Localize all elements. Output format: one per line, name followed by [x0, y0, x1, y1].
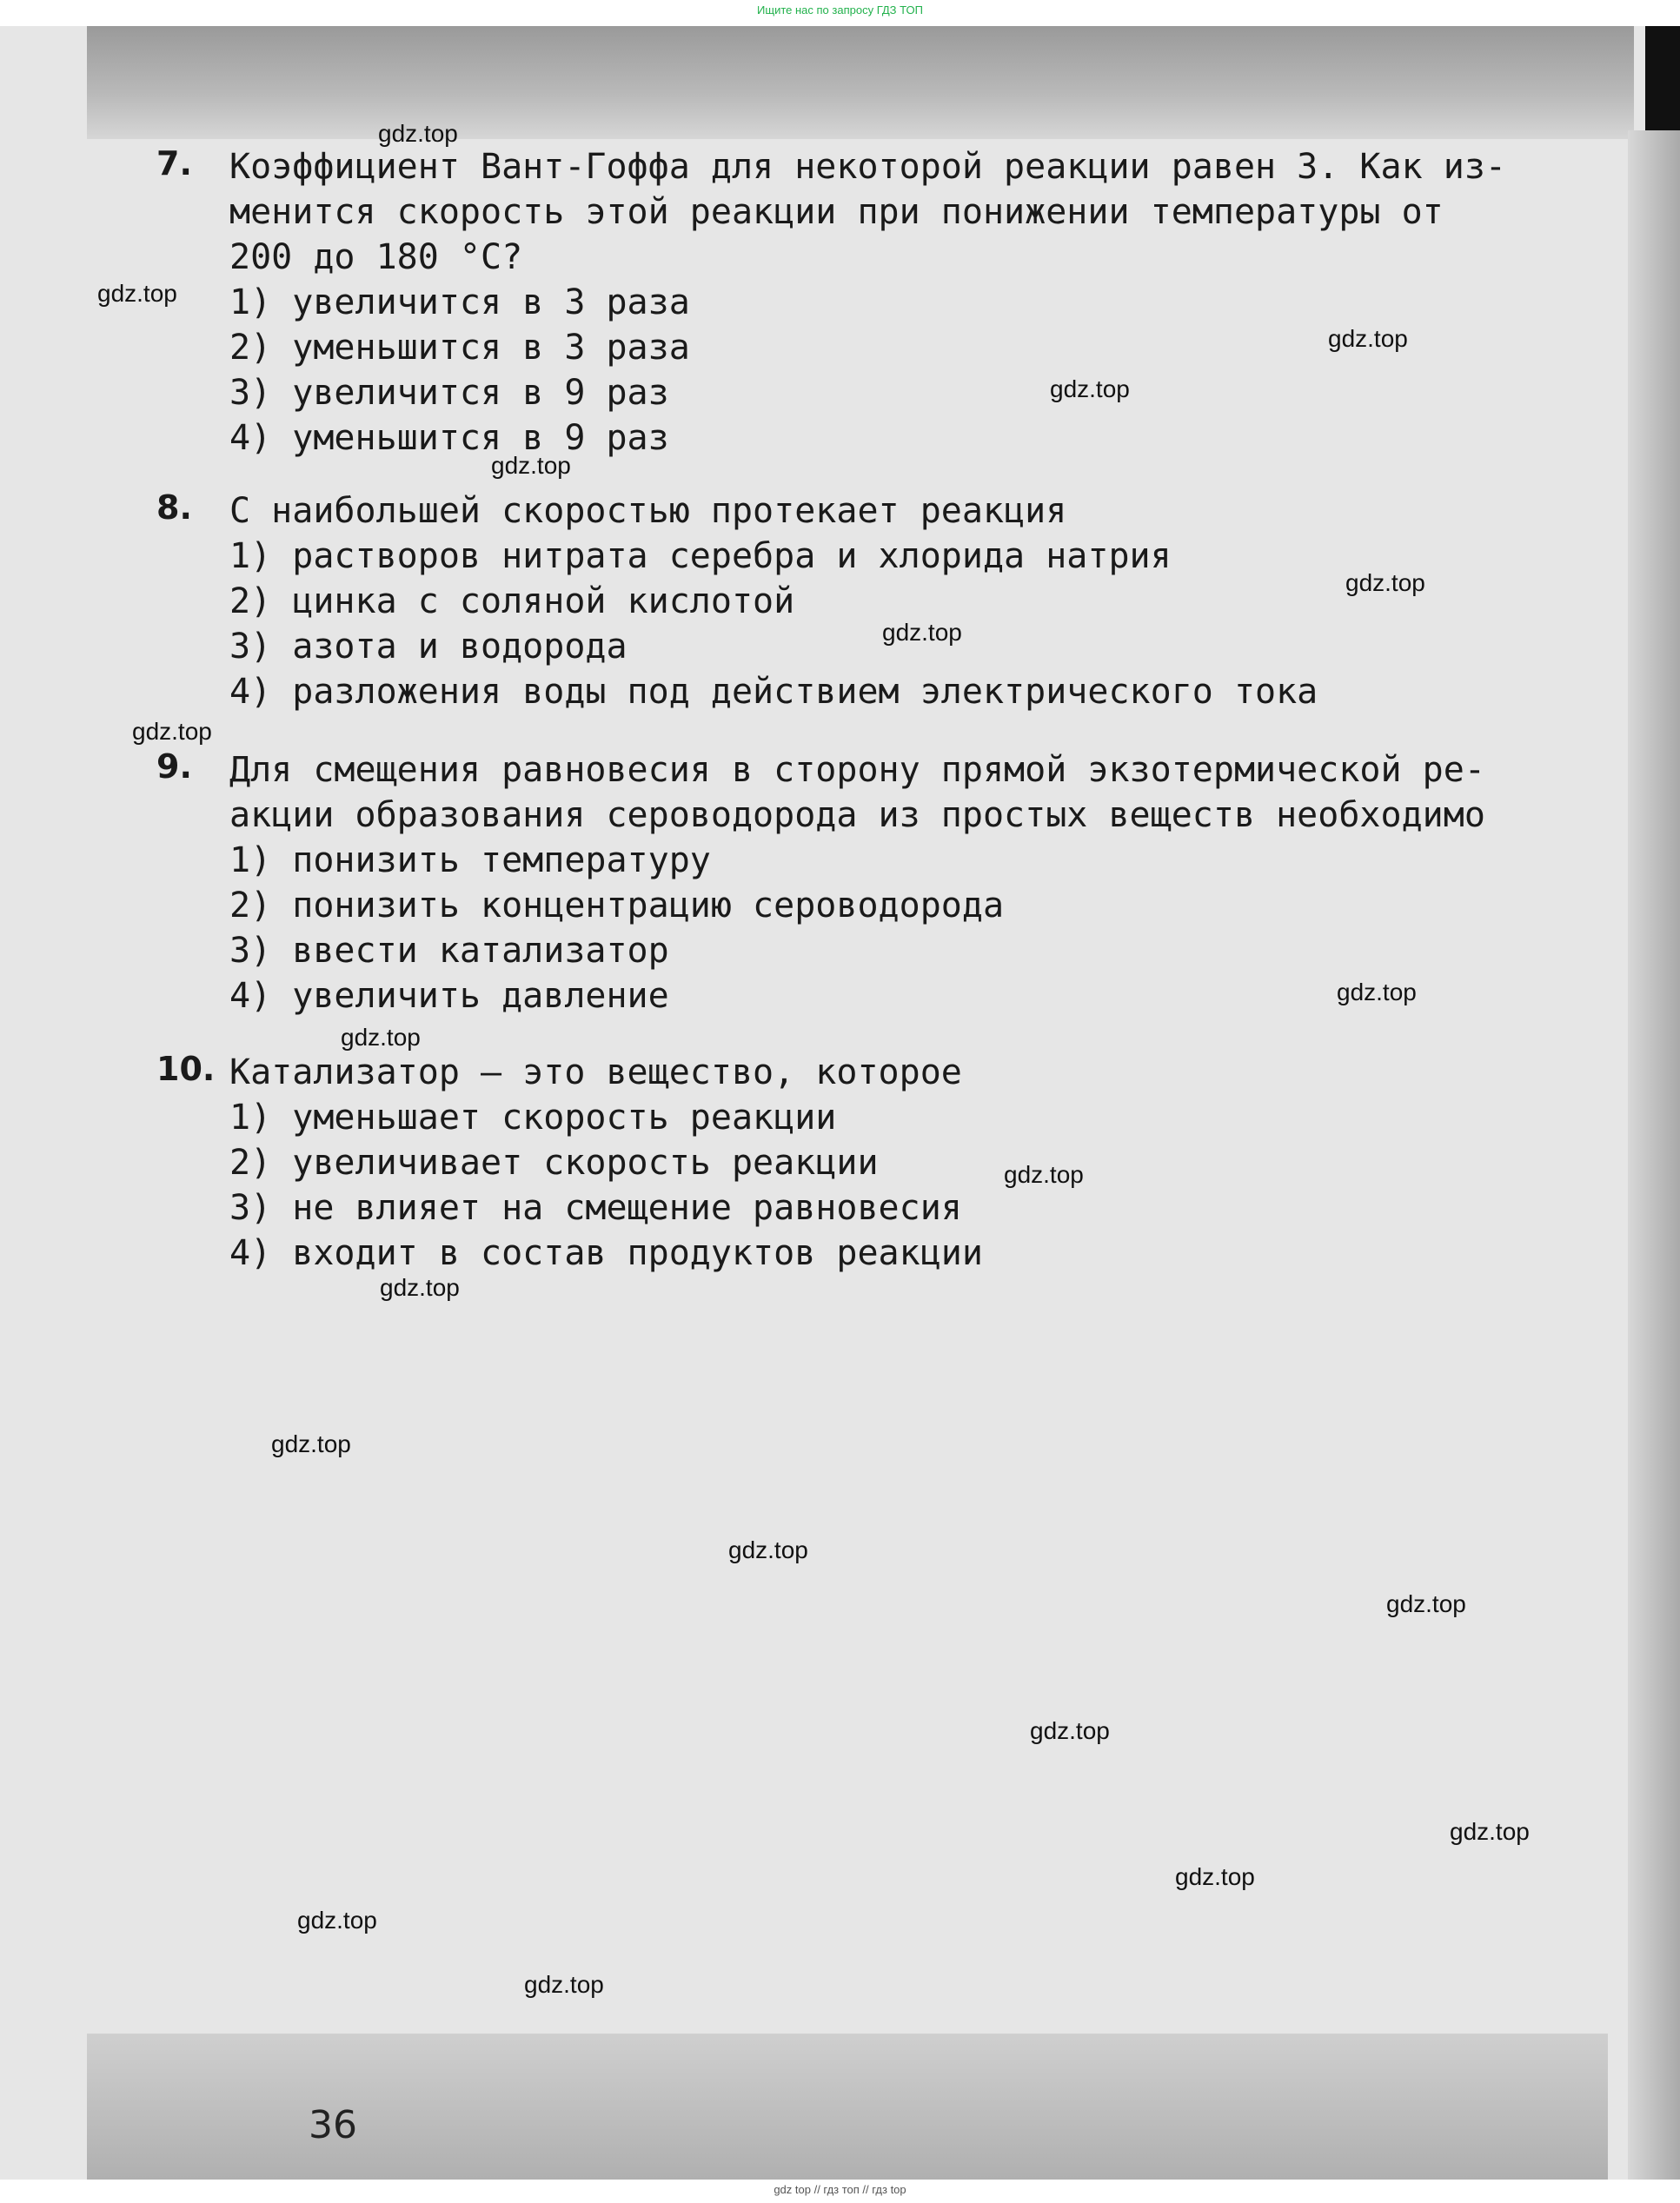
- stem-line: 200 до 180 °С?: [229, 237, 523, 277]
- question-7: [156, 144, 1547, 461]
- watermark: gdz.top: [882, 619, 962, 646]
- question-number: 10.: [156, 1050, 216, 1088]
- watermark: gdz.top: [524, 1971, 604, 1998]
- stem-line: Коэффициент Вант-Гоффа для некоторой реакции равен 3. Как из-: [229, 147, 1507, 187]
- question-stem: [229, 144, 1547, 280]
- answer-option-1[interactable]: 1) растворов нитрата серебра и хлорида натрия: [229, 536, 1172, 576]
- watermark: gdz.top: [1450, 1818, 1530, 1845]
- book-page: [0, 26, 1680, 2180]
- question-10: [156, 1050, 1547, 1276]
- stem-line: С наибольшей скоростью протекает реакция: [229, 491, 1067, 531]
- watermark: gdz.top: [297, 1907, 377, 1934]
- answer-option-3[interactable]: 3) ввести катализатор: [229, 931, 669, 971]
- page-number: 36: [309, 2103, 357, 2147]
- watermark: gdz.top: [380, 1274, 460, 1301]
- watermark: gdz.top: [341, 1024, 421, 1051]
- watermark: gdz.top: [271, 1430, 351, 1457]
- question-number: 8.: [156, 488, 192, 527]
- question-number: 7.: [156, 144, 192, 182]
- watermark: gdz.top: [1030, 1717, 1110, 1744]
- question-8: [156, 488, 1547, 714]
- answer-option-4[interactable]: 4) входит в состав продуктов реакции: [229, 1233, 983, 1273]
- watermark: gdz.top: [491, 452, 571, 479]
- answer-option-3[interactable]: 3) не влияет на смещение равновесия: [229, 1188, 962, 1228]
- question-stem: [229, 488, 1547, 534]
- bottom-banner: gdz top // гдз топ // гдз top: [774, 2183, 906, 2196]
- answer-option-4[interactable]: 4) уменьшится в 9 раз: [229, 418, 669, 458]
- answer-option-2[interactable]: 2) цинка с соляной кислотой: [229, 581, 795, 621]
- watermark: gdz.top: [378, 120, 458, 147]
- answer-option-1[interactable]: 1) понизить температуру: [229, 840, 711, 880]
- stem-line: менится скорость этой реакции при понижении температуры от: [229, 192, 1444, 232]
- stem-line: Для смещения равновесия в сторону прямой экзотермической ре-: [229, 750, 1485, 790]
- answer-option-1[interactable]: 1) увеличится в 3 раза: [229, 282, 690, 322]
- answer-option-1[interactable]: 1) уменьшает скорость реакции: [229, 1098, 837, 1138]
- watermark: gdz.top: [1328, 325, 1408, 352]
- watermark: gdz.top: [1345, 569, 1425, 596]
- answer-option-3[interactable]: 3) увеличится в 9 раз: [229, 373, 669, 413]
- watermark: gdz.top: [1004, 1161, 1084, 1188]
- scan-shadow-top: [87, 26, 1634, 139]
- watermark: gdz.top: [1337, 979, 1417, 1005]
- answer-option-4[interactable]: 4) разложения воды под действием электрического тока: [229, 672, 1318, 712]
- stem-line: акции образования сероводорода из простых веществ необходимо: [229, 795, 1485, 835]
- question-number: 9.: [156, 747, 192, 786]
- watermark: gdz.top: [728, 1536, 808, 1563]
- page-spine-shadow: [1628, 130, 1680, 2180]
- answer-option-2[interactable]: 2) увеличивает скорость реакции: [229, 1143, 879, 1183]
- answer-option-2[interactable]: 2) уменьшится в 3 раза: [229, 328, 690, 368]
- watermark: gdz.top: [1386, 1590, 1466, 1617]
- watermark: gdz.top: [1050, 375, 1130, 402]
- question-stem: [229, 747, 1547, 838]
- scan-corner: [1645, 26, 1680, 130]
- watermark: gdz.top: [97, 280, 177, 307]
- watermark: gdz.top: [1175, 1863, 1255, 1890]
- stem-line: Катализатор — это вещество, которое: [229, 1052, 962, 1092]
- question-stem: [229, 1050, 1547, 1095]
- watermark: gdz.top: [132, 718, 212, 745]
- answer-option-2[interactable]: 2) понизить концентрацию сероводорода: [229, 886, 1005, 926]
- top-banner: Ищите нас по запросу ГДЗ ТОП: [757, 3, 923, 17]
- answer-option-3[interactable]: 3) азота и водорода: [229, 627, 628, 667]
- answer-option-4[interactable]: 4) увеличить давление: [229, 976, 669, 1016]
